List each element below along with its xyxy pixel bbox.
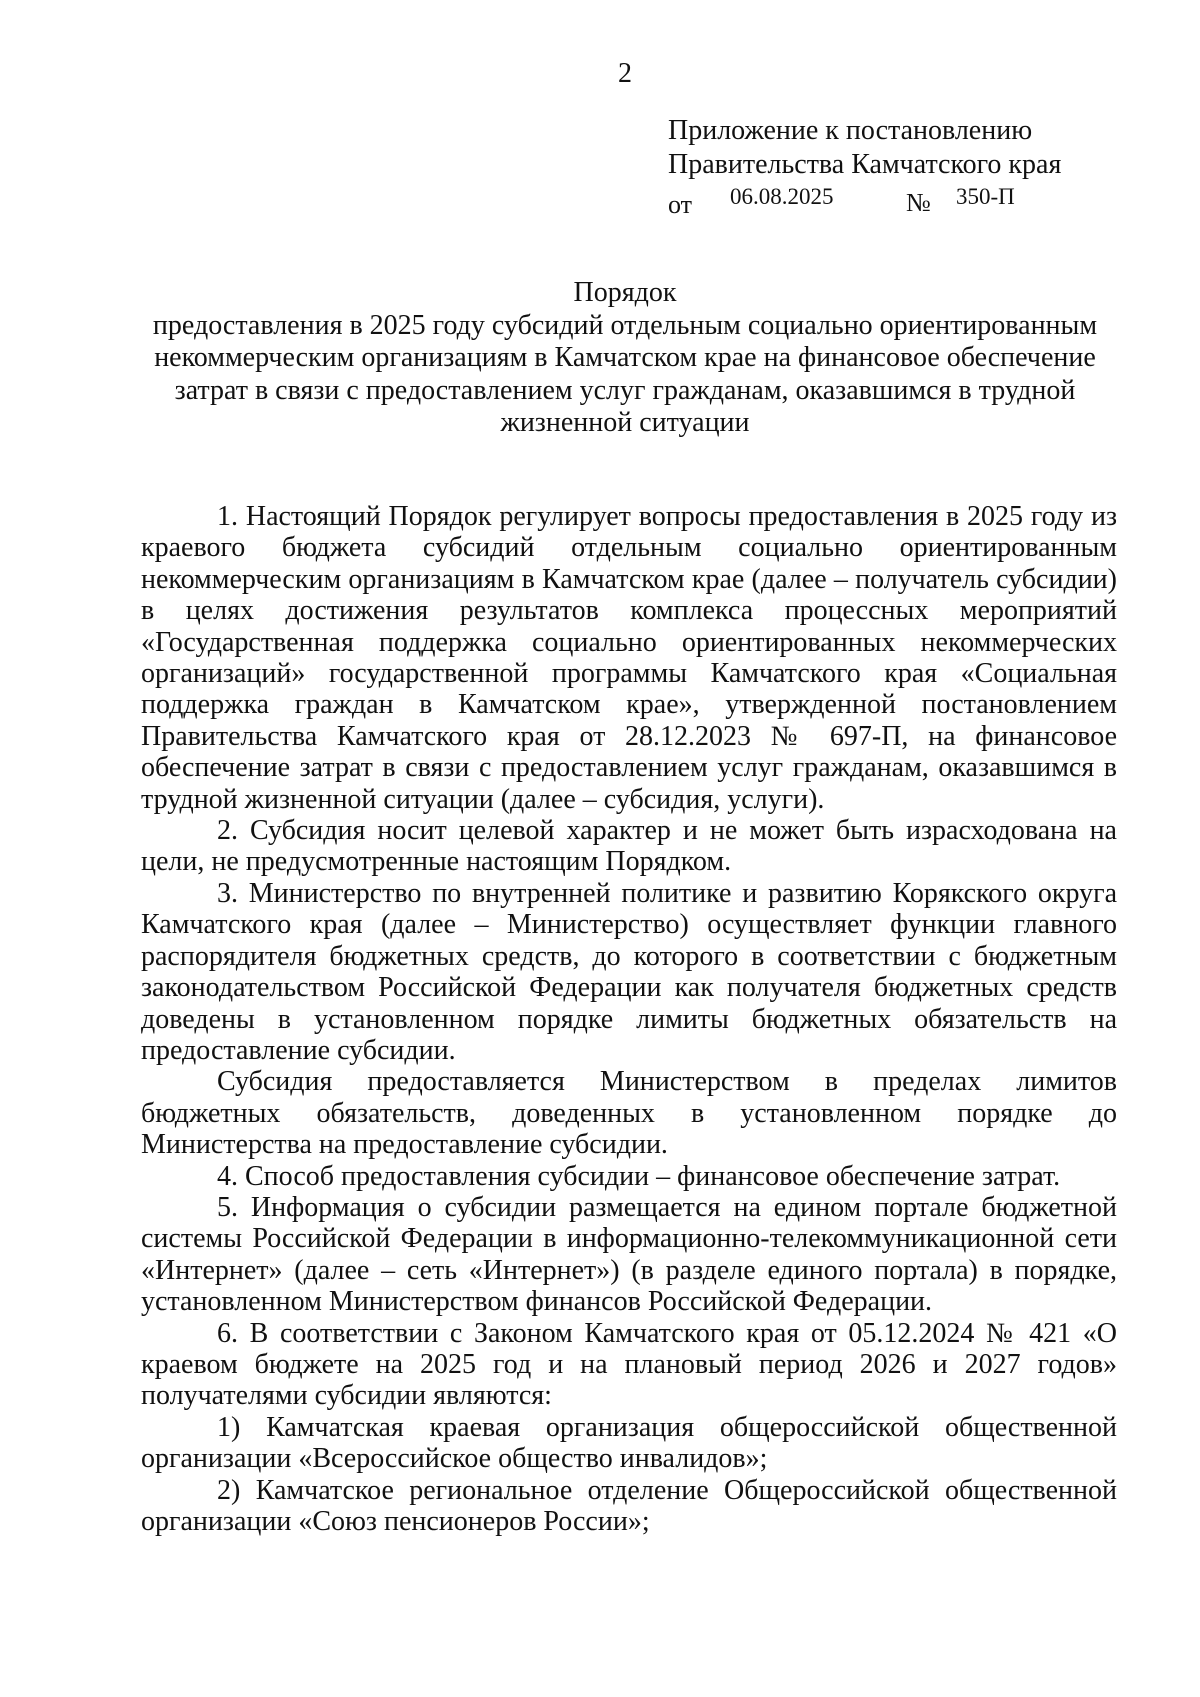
paragraph: 4. Способ предоставления субсидии – финансовое обеспечение затрат. bbox=[217, 1160, 1061, 1192]
title-subtitle: предоставления в 2025 году субсидий отдельным социально ориентированным некоммерческим организациям в Камчатском крае на финансовое обеспечение затрат в связи с предоставлением услуг гражданам, оказавшимся в трудной жизненной ситуации bbox=[152, 309, 1098, 438]
decree-reference bbox=[668, 182, 1061, 219]
appendix-header bbox=[668, 114, 1062, 219]
paragraph: Субсидия предоставляется Министерством в пределах лимитов бюджетных обязательств, доведенных в установленном порядке до Министерства на предоставление субсидии. bbox=[141, 1066, 1117, 1161]
document-body bbox=[141, 501, 1117, 1537]
list-item: 2) Камчатское региональное отделение Общероссийской общественной организации «Союз пенсионеров России»; bbox=[141, 1474, 1117, 1537]
number-label: № bbox=[906, 188, 931, 217]
paragraph: 2. Субсидия носит целевой характер и не может быть израсходована на цели, не предусмотренные настоящим Порядком. bbox=[141, 815, 1117, 878]
list-item: 1) Камчатская краевая организация общероссийской общественной организации «Всероссийское общество инвалидов»; bbox=[141, 1411, 1117, 1475]
appendix-line-2: Правительства Камчатского края bbox=[668, 149, 1062, 180]
paragraph: 3. Министерство по внутренней политике и развитию Корякского округа Камчатского края (далее – Министерство) осуществляет функции главного распорядителя бюджетных средств, до которого в соответствии с бюджетным законодательством Российской Федерации как получателя бюджетных средств доведены в установленном порядке лимиты бюджетных обязательств на предоставление субсидии. bbox=[141, 877, 1117, 1066]
title-heading: Порядок bbox=[573, 277, 677, 308]
paragraph: 6. В соответствии с Законом Камчатского края от 05.12.2024 № 421 «О краевом бюджете на 2025 год и на плановый период 2026 и 2027 годов» получателями субсидии являются: bbox=[141, 1317, 1117, 1412]
document-title bbox=[120, 277, 1130, 440]
decree-date: 06.08.2025 bbox=[730, 184, 834, 209]
paragraph: 1. Настоящий Порядок регулирует вопросы предоставления в 2025 году из краевого бюджета субсидий отдельным социально ориентированным некоммерческим организациям в Камчатском крае (далее – получатель субсидии) в целях достижения результатов комплекса процессных мероприятий «Государственная поддержка социально ориентированных некоммерческих организаций» государственной программы Камчатского края «Социальная поддержка граждан в Камчатском крае», утвержденной постановлением Правительства Камчатского края от 28.12.2023 № 697-П, на финансовое обеспечение затрат в связи с предоставлением услуг гражданам, оказавшимся в трудной жизненной ситуации (далее – субсидия, услуги). bbox=[141, 501, 1117, 815]
page-number: 2 bbox=[618, 58, 632, 89]
paragraph: 5. Информация о субсидии размещается на едином портале бюджетной системы Российской Федерации в информационно-телекоммуникационной сети «Интернет» (далее – сеть «Интернет») (в разделе единого портала) в порядке, установленном Министерством финансов Российской Федерации. bbox=[141, 1191, 1117, 1318]
decree-number: 350-П bbox=[956, 184, 1015, 209]
from-label: от bbox=[668, 190, 693, 219]
appendix-line-1: Приложение к постановлению bbox=[668, 115, 1033, 146]
